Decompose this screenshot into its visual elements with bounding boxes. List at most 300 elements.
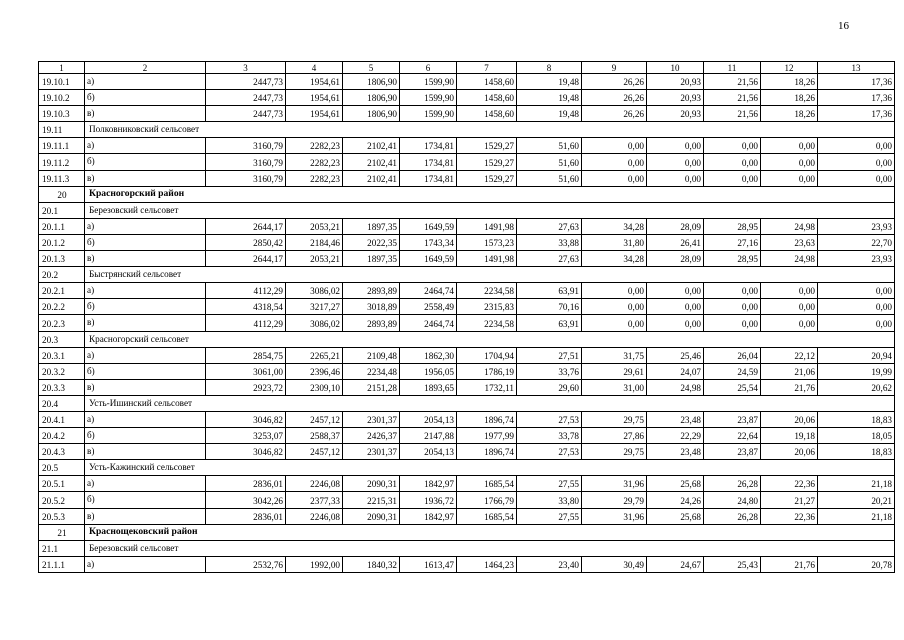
value-cell: 25,68 — [647, 476, 704, 492]
row-category: в) — [85, 315, 206, 331]
table-row — [39, 444, 895, 460]
value-cell: 1734,81 — [400, 170, 457, 186]
value-cell: 17,36 — [818, 74, 895, 90]
value-cell: 1893,65 — [400, 379, 457, 395]
value-cell: 21,18 — [818, 508, 895, 524]
value-cell: 25,54 — [704, 379, 761, 395]
value-cell: 0,00 — [818, 138, 895, 154]
value-cell: 26,41 — [647, 234, 704, 250]
value-cell: 25,46 — [647, 347, 704, 363]
value-cell: 27,53 — [517, 444, 582, 460]
value-cell: 1649,59 — [400, 218, 457, 234]
table-row — [39, 154, 895, 170]
value-cell: 1992,00 — [286, 556, 343, 572]
settlement-name: Березовский сельсовет — [85, 202, 895, 218]
row-number: 20.2.2 — [39, 299, 85, 315]
value-cell: 24,98 — [761, 251, 818, 267]
value-cell: 21,76 — [761, 379, 818, 395]
table-row — [39, 492, 895, 508]
value-cell: 2850,42 — [206, 234, 286, 250]
value-cell: 2301,37 — [343, 444, 400, 460]
value-cell: 2102,41 — [343, 138, 400, 154]
value-cell: 1458,60 — [457, 90, 517, 106]
row-category: в) — [85, 106, 206, 122]
value-cell: 27,63 — [517, 218, 582, 234]
value-cell: 0,00 — [818, 299, 895, 315]
value-cell: 27,53 — [517, 411, 582, 427]
value-cell: 23,63 — [761, 234, 818, 250]
value-cell: 2054,13 — [400, 444, 457, 460]
value-cell: 2234,48 — [343, 363, 400, 379]
row-number: 19.11.3 — [39, 170, 85, 186]
value-cell: 2301,37 — [343, 411, 400, 427]
settlement-name: Березовский сельсовет — [85, 540, 895, 556]
table-header-row — [39, 62, 895, 74]
value-cell: 0,00 — [704, 138, 761, 154]
value-cell: 26,26 — [582, 90, 647, 106]
value-cell: 2836,01 — [206, 476, 286, 492]
value-cell: 3018,89 — [343, 299, 400, 315]
column-header: 7 — [457, 62, 517, 74]
row-category: б) — [85, 299, 206, 315]
value-cell: 29,61 — [582, 363, 647, 379]
row-category: в) — [85, 170, 206, 186]
value-cell: 2102,41 — [343, 170, 400, 186]
value-cell: 18,26 — [761, 74, 818, 90]
value-cell: 1458,60 — [457, 74, 517, 90]
value-cell: 23,93 — [818, 218, 895, 234]
value-cell: 2054,13 — [400, 411, 457, 427]
row-category: а) — [85, 476, 206, 492]
value-cell: 0,00 — [761, 170, 818, 186]
row-number: 20.3.2 — [39, 363, 85, 379]
value-cell: 31,00 — [582, 379, 647, 395]
table-row — [39, 106, 895, 122]
district-name: Красногорский район — [85, 186, 895, 202]
value-cell: 2282,23 — [286, 170, 343, 186]
value-cell: 21,27 — [761, 492, 818, 508]
value-cell: 33,76 — [517, 363, 582, 379]
row-category: в) — [85, 444, 206, 460]
settlement-name: Полковниковский сельсовет — [85, 122, 895, 138]
value-cell: 23,40 — [517, 556, 582, 572]
settlement-name: Усть-Ишинский сельсовет — [85, 395, 895, 411]
value-cell: 0,00 — [647, 170, 704, 186]
column-header: 2 — [85, 62, 206, 74]
value-cell: 0,00 — [761, 283, 818, 299]
value-cell: 2854,75 — [206, 347, 286, 363]
value-cell: 19,18 — [761, 428, 818, 444]
value-cell: 2282,23 — [286, 154, 343, 170]
value-cell: 18,83 — [818, 444, 895, 460]
value-cell: 27,63 — [517, 251, 582, 267]
row-category: б) — [85, 492, 206, 508]
column-header: 13 — [818, 62, 895, 74]
value-cell: 0,00 — [582, 170, 647, 186]
value-cell: 1766,79 — [457, 492, 517, 508]
value-cell: 0,00 — [704, 299, 761, 315]
row-category: в) — [85, 379, 206, 395]
row-number: 19.10.3 — [39, 106, 85, 122]
row-number: 19.11.1 — [39, 138, 85, 154]
value-cell: 0,00 — [647, 299, 704, 315]
value-cell: 2215,31 — [343, 492, 400, 508]
value-cell: 2102,41 — [343, 154, 400, 170]
value-cell: 2457,12 — [286, 444, 343, 460]
value-cell: 30,49 — [582, 556, 647, 572]
value-cell: 18,26 — [761, 106, 818, 122]
value-cell: 28,09 — [647, 251, 704, 267]
column-header: 5 — [343, 62, 400, 74]
value-cell: 3160,79 — [206, 170, 286, 186]
value-cell: 19,48 — [517, 74, 582, 90]
value-cell: 1649,59 — [400, 251, 457, 267]
row-category: а) — [85, 411, 206, 427]
value-cell: 0,00 — [704, 283, 761, 299]
value-cell: 29,60 — [517, 379, 582, 395]
row-category: в) — [85, 508, 206, 524]
value-cell: 24,67 — [647, 556, 704, 572]
value-cell: 0,00 — [761, 299, 818, 315]
value-cell: 0,00 — [582, 154, 647, 170]
value-cell: 0,00 — [647, 154, 704, 170]
value-cell: 1529,27 — [457, 170, 517, 186]
row-category: а) — [85, 347, 206, 363]
value-cell: 17,36 — [818, 106, 895, 122]
value-cell: 1685,54 — [457, 476, 517, 492]
column-header: 11 — [704, 62, 761, 74]
row-category: б) — [85, 154, 206, 170]
value-cell: 3217,27 — [286, 299, 343, 315]
value-cell: 28,95 — [704, 251, 761, 267]
value-cell: 2315,83 — [457, 299, 517, 315]
value-cell: 2893,89 — [343, 283, 400, 299]
value-cell: 63,91 — [517, 283, 582, 299]
table-row — [39, 347, 895, 363]
value-cell: 22,29 — [647, 428, 704, 444]
column-header: 6 — [400, 62, 457, 74]
row-number: 20.1.2 — [39, 234, 85, 250]
value-cell: 3046,82 — [206, 444, 286, 460]
value-cell: 25,43 — [704, 556, 761, 572]
value-cell: 28,09 — [647, 218, 704, 234]
row-number: 20.4.1 — [39, 411, 85, 427]
row-number: 20.4.2 — [39, 428, 85, 444]
settlement-row — [39, 267, 895, 283]
value-cell: 1573,23 — [457, 234, 517, 250]
value-cell: 2447,73 — [206, 90, 286, 106]
value-cell: 2246,08 — [286, 476, 343, 492]
table-row — [39, 379, 895, 395]
row-category: в) — [85, 251, 206, 267]
value-cell: 4112,29 — [206, 283, 286, 299]
value-cell: 1685,54 — [457, 508, 517, 524]
value-cell: 2234,58 — [457, 315, 517, 331]
row-category: а) — [85, 283, 206, 299]
column-header: 12 — [761, 62, 818, 74]
value-cell: 0,00 — [647, 283, 704, 299]
district-row — [39, 524, 895, 540]
value-cell: 1936,72 — [400, 492, 457, 508]
value-cell: 3046,82 — [206, 411, 286, 427]
value-cell: 2893,89 — [343, 315, 400, 331]
value-cell: 4112,29 — [206, 315, 286, 331]
value-cell: 21,06 — [761, 363, 818, 379]
row-number: 19.11.2 — [39, 154, 85, 170]
table-row — [39, 74, 895, 90]
value-cell: 17,36 — [818, 90, 895, 106]
value-cell: 18,83 — [818, 411, 895, 427]
value-cell: 33,80 — [517, 492, 582, 508]
value-cell: 31,80 — [582, 234, 647, 250]
value-cell: 1613,47 — [400, 556, 457, 572]
settlement-name: Быстрянский сельсовет — [85, 267, 895, 283]
value-cell: 2151,28 — [343, 379, 400, 395]
value-cell: 21,56 — [704, 74, 761, 90]
value-cell: 33,88 — [517, 234, 582, 250]
table-row — [39, 556, 895, 572]
value-cell: 22,70 — [818, 234, 895, 250]
settlement-row — [39, 540, 895, 556]
value-cell: 0,00 — [818, 170, 895, 186]
value-cell: 0,00 — [761, 154, 818, 170]
value-cell: 3253,07 — [206, 428, 286, 444]
settlement-name: Усть-Кажинский сельсовет — [85, 460, 895, 476]
row-number: 20.2.3 — [39, 315, 85, 331]
row-category: а) — [85, 218, 206, 234]
value-cell: 2377,33 — [286, 492, 343, 508]
value-cell: 0,00 — [582, 299, 647, 315]
value-cell: 2644,17 — [206, 218, 286, 234]
row-category: а) — [85, 556, 206, 572]
value-cell: 2109,48 — [343, 347, 400, 363]
value-cell: 0,00 — [704, 170, 761, 186]
value-cell: 23,48 — [647, 411, 704, 427]
value-cell: 20,93 — [647, 74, 704, 90]
settlement-row — [39, 460, 895, 476]
column-header: 4 — [286, 62, 343, 74]
row-number: 20.1 — [39, 202, 85, 218]
value-cell: 51,60 — [517, 138, 582, 154]
value-cell: 20,06 — [761, 444, 818, 460]
value-cell: 22,36 — [761, 476, 818, 492]
settlement-row — [39, 331, 895, 347]
value-cell: 1464,23 — [457, 556, 517, 572]
table-row — [39, 170, 895, 186]
value-cell: 1743,34 — [400, 234, 457, 250]
table-row — [39, 299, 895, 315]
value-cell: 20,78 — [818, 556, 895, 572]
value-cell: 19,99 — [818, 363, 895, 379]
table-row — [39, 315, 895, 331]
value-cell: 34,28 — [582, 218, 647, 234]
value-cell: 19,48 — [517, 90, 582, 106]
settlement-name: Красногорский сельсовет — [85, 331, 895, 347]
value-cell: 26,04 — [704, 347, 761, 363]
value-cell: 0,00 — [704, 315, 761, 331]
value-cell: 19,48 — [517, 106, 582, 122]
value-cell: 18,26 — [761, 90, 818, 106]
value-cell: 4318,54 — [206, 299, 286, 315]
tariff-table — [38, 61, 895, 573]
row-number: 21.1.1 — [39, 556, 85, 572]
value-cell: 1806,90 — [343, 90, 400, 106]
value-cell: 21,56 — [704, 106, 761, 122]
value-cell: 26,26 — [582, 106, 647, 122]
value-cell: 26,26 — [582, 74, 647, 90]
row-number: 20.3.1 — [39, 347, 85, 363]
value-cell: 1458,60 — [457, 106, 517, 122]
value-cell: 1529,27 — [457, 154, 517, 170]
table-row — [39, 363, 895, 379]
value-cell: 20,21 — [818, 492, 895, 508]
value-cell: 2022,35 — [343, 234, 400, 250]
row-number: 19.10.2 — [39, 90, 85, 106]
value-cell: 34,28 — [582, 251, 647, 267]
page-number: 16 — [838, 20, 849, 32]
row-number: 20.2.1 — [39, 283, 85, 299]
value-cell: 2588,37 — [286, 428, 343, 444]
value-cell: 0,00 — [761, 315, 818, 331]
value-cell: 1704,94 — [457, 347, 517, 363]
value-cell: 3042,26 — [206, 492, 286, 508]
value-cell: 3160,79 — [206, 154, 286, 170]
value-cell: 2464,74 — [400, 315, 457, 331]
value-cell: 27,51 — [517, 347, 582, 363]
settlement-row — [39, 202, 895, 218]
value-cell: 0,00 — [582, 138, 647, 154]
column-header: 1 — [39, 62, 85, 74]
value-cell: 2090,31 — [343, 476, 400, 492]
value-cell: 1954,61 — [286, 74, 343, 90]
value-cell: 2457,12 — [286, 411, 343, 427]
value-cell: 0,00 — [647, 138, 704, 154]
value-cell: 63,91 — [517, 315, 582, 331]
value-cell: 2053,21 — [286, 218, 343, 234]
row-number: 20.4.3 — [39, 444, 85, 460]
value-cell: 23,87 — [704, 444, 761, 460]
value-cell: 33,78 — [517, 428, 582, 444]
value-cell: 0,00 — [582, 283, 647, 299]
value-cell: 31,96 — [582, 508, 647, 524]
row-category: б) — [85, 363, 206, 379]
value-cell: 24,26 — [647, 492, 704, 508]
value-cell: 1786,19 — [457, 363, 517, 379]
value-cell: 2396,46 — [286, 363, 343, 379]
value-cell: 21,18 — [818, 476, 895, 492]
value-cell: 0,00 — [761, 138, 818, 154]
row-number: 20.2 — [39, 267, 85, 283]
table-row — [39, 508, 895, 524]
value-cell: 31,75 — [582, 347, 647, 363]
row-number: 20.1.1 — [39, 218, 85, 234]
value-cell: 1897,35 — [343, 218, 400, 234]
value-cell: 70,16 — [517, 299, 582, 315]
value-cell: 0,00 — [582, 315, 647, 331]
value-cell: 1491,98 — [457, 218, 517, 234]
value-cell: 1954,61 — [286, 106, 343, 122]
value-cell: 2644,17 — [206, 251, 286, 267]
row-number: 20.5.2 — [39, 492, 85, 508]
row-number: 20.5 — [39, 460, 85, 476]
column-header: 9 — [582, 62, 647, 74]
value-cell: 28,95 — [704, 218, 761, 234]
value-cell: 21,56 — [704, 90, 761, 106]
value-cell: 22,12 — [761, 347, 818, 363]
value-cell: 2246,08 — [286, 508, 343, 524]
settlement-row — [39, 122, 895, 138]
value-cell: 1806,90 — [343, 74, 400, 90]
value-cell: 1734,81 — [400, 154, 457, 170]
value-cell: 2184,46 — [286, 234, 343, 250]
value-cell: 23,93 — [818, 251, 895, 267]
value-cell: 1862,30 — [400, 347, 457, 363]
row-number: 21.1 — [39, 540, 85, 556]
row-category: б) — [85, 428, 206, 444]
value-cell: 2923,72 — [206, 379, 286, 395]
row-category: б) — [85, 234, 206, 250]
value-cell: 27,16 — [704, 234, 761, 250]
district-row — [39, 186, 895, 202]
row-number: 20 — [39, 186, 85, 202]
value-cell: 24,98 — [647, 379, 704, 395]
value-cell: 1896,74 — [457, 411, 517, 427]
value-cell: 31,96 — [582, 476, 647, 492]
value-cell: 1734,81 — [400, 138, 457, 154]
value-cell: 1529,27 — [457, 138, 517, 154]
value-cell: 22,36 — [761, 508, 818, 524]
row-number: 20.4 — [39, 395, 85, 411]
value-cell: 0,00 — [704, 154, 761, 170]
value-cell: 0,00 — [818, 315, 895, 331]
value-cell: 2532,76 — [206, 556, 286, 572]
table-row — [39, 218, 895, 234]
value-cell: 1491,98 — [457, 251, 517, 267]
value-cell: 2309,10 — [286, 379, 343, 395]
value-cell: 3061,00 — [206, 363, 286, 379]
value-cell: 20,93 — [647, 90, 704, 106]
value-cell: 21,76 — [761, 556, 818, 572]
value-cell: 1599,90 — [400, 74, 457, 90]
column-header: 3 — [206, 62, 286, 74]
row-category: а) — [85, 74, 206, 90]
value-cell: 2836,01 — [206, 508, 286, 524]
value-cell: 23,48 — [647, 444, 704, 460]
district-name: Краснощековский район — [85, 524, 895, 540]
value-cell: 1977,99 — [457, 428, 517, 444]
value-cell: 2234,58 — [457, 283, 517, 299]
value-cell: 26,28 — [704, 508, 761, 524]
value-cell: 25,68 — [647, 508, 704, 524]
column-header: 10 — [647, 62, 704, 74]
value-cell: 2464,74 — [400, 283, 457, 299]
row-number: 20.5.1 — [39, 476, 85, 492]
value-cell: 23,87 — [704, 411, 761, 427]
value-cell: 2265,21 — [286, 347, 343, 363]
value-cell: 1954,61 — [286, 90, 343, 106]
table-row — [39, 283, 895, 299]
value-cell: 24,59 — [704, 363, 761, 379]
row-number: 20.1.3 — [39, 251, 85, 267]
value-cell: 29,75 — [582, 411, 647, 427]
value-cell: 29,79 — [582, 492, 647, 508]
value-cell: 20,94 — [818, 347, 895, 363]
value-cell: 3160,79 — [206, 138, 286, 154]
value-cell: 2426,37 — [343, 428, 400, 444]
value-cell: 51,60 — [517, 154, 582, 170]
value-cell: 20,06 — [761, 411, 818, 427]
row-category: а) — [85, 138, 206, 154]
